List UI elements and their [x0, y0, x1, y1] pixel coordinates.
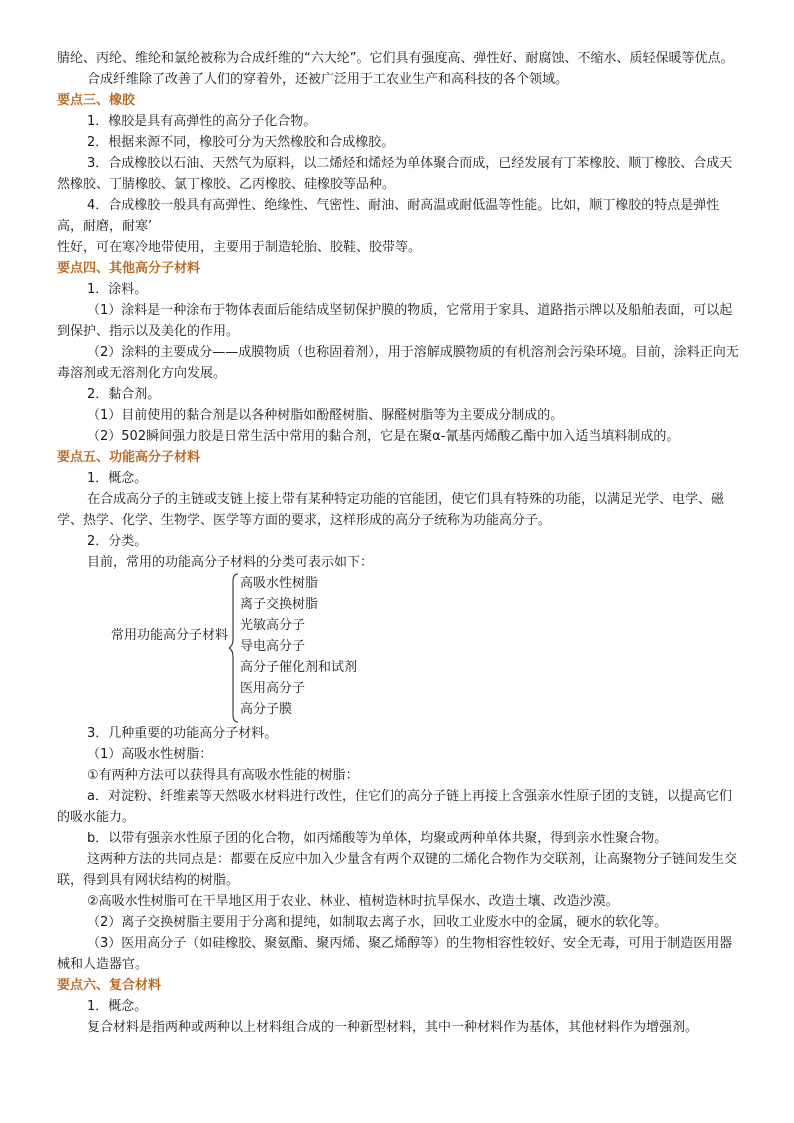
body-paragraph: b．以带有强亲水性原子团的化合物，如丙烯酸等为单体，均聚或两种单体共聚，得到亲水性聚合物。	[87, 831, 668, 846]
body-paragraph: 3．合成橡胶以石油、天然气为原料，以二烯烃和烯烃为单体聚合而成，已经发展有丁苯橡胶、顺丁橡胶、合成天然橡胶、丁腈橡胶、氯丁橡胶、乙丙橡胶、硅橡胶等品种。	[57, 156, 733, 192]
body-paragraph: 复合材料是指两种或两种以上材料组合成的一种新型材料，其中一种材料作为基体，其他材料作为增强剂。	[87, 1020, 699, 1035]
section-heading: 要点三、橡胶	[57, 93, 136, 108]
tree-leaf-item: 离子交换树脂	[240, 597, 319, 612]
tree-leaf-item: 高分子膜	[240, 702, 293, 717]
body-paragraph: 目前，常用的功能高分子材料的分类可表示如下：	[87, 555, 374, 570]
body-paragraph: 1．概念。	[87, 471, 148, 486]
section-heading: 要点六、复合材料	[57, 978, 162, 993]
body-paragraph: a．对淀粉、纤维素等天然吸水材料进行改性，住它们的高分子链上再接上含强亲水性原子团的支链，以提高它们的吸水能力。	[57, 789, 732, 825]
body-paragraph: 这两种方法的共同点是：都要在反应中加入少量含有两个双键的二烯化合物作为交联剂，让高聚物分子链间发生交联，得到具有网状结构的树脂。	[57, 852, 738, 888]
body-paragraph: （2）涂料的主要成分——成膜物质（也称固着剂），用于溶解成膜物质的有机溶剂会污染环境。目前，涂料正向无毒溶剂或无溶剂化方向发展。	[57, 345, 739, 381]
body-paragraph: 1．涂料。	[87, 282, 148, 297]
section-heading: 要点四、其他高分子材料	[57, 261, 201, 276]
body-paragraph: ①有两种方法可以获得具有高吸水性能的树脂：	[87, 768, 359, 783]
body-paragraph: 性好，可在寒冷地带使用，主要用于制造轮胎、胶鞋、胶带等。	[57, 240, 422, 255]
curly-brace-icon	[229, 573, 239, 723]
tree-leaf-item: 导电高分子	[240, 639, 306, 654]
tree-leaves	[240, 573, 357, 720]
body-paragraph: 1．概念。	[87, 999, 148, 1014]
body-paragraph: 3．几种重要的功能高分子材料。	[87, 726, 278, 741]
body-paragraph: （3）医用高分子（如硅橡胶、聚氨酯、聚丙烯、聚乙烯醇等）的生物相容性较好、安全无毒，可用于制造医用器械和人造器官。	[57, 936, 733, 972]
body-paragraph: （2）离子交换树脂主要用于分离和提纯，如制取去离子水，回收工业废水中的金属，硬水的软化等。	[87, 915, 668, 930]
body-paragraph: （1）目前使用的黏合剂是以各种树脂如酚醛树脂、脲醛树脂等为主要成分制成的。	[87, 408, 564, 423]
body-paragraph: 腈纶、丙纶、维纶和氯纶被称为合成纤维的“六大纶”。它们具有强度高、弹性好、耐腐蚀、不缩水、质轻保暖等优点。	[57, 51, 734, 66]
body-paragraph: ②高吸水性树脂可在干旱地区用于农业、林业、植树造林时抗旱保水、改造土壤、改造沙漠。	[87, 894, 619, 909]
section-heading: 要点五、功能高分子材料	[57, 450, 201, 465]
body-paragraph: 2．黏合剂。	[87, 387, 161, 402]
body-paragraph: 1．橡胶是具有高弹性的高分子化合物。	[87, 114, 317, 129]
tree-leaf-item: 高吸水性树脂	[240, 576, 319, 591]
tree-leaf-item: 光敏高分子	[240, 618, 306, 633]
document-page	[57, 48, 741, 1038]
body-paragraph: 合成纤维除了改善了人们的穿着外，还被广泛用于工农业生产和高科技的各个领域。	[87, 72, 569, 87]
tree-leaf-item: 医用高分子	[240, 681, 306, 696]
tree-leaf-item: 高分子催化剂和试剂	[240, 660, 358, 675]
body-paragraph: （1）高吸水性树脂：	[87, 747, 213, 762]
body-paragraph: 4．合成橡胶一般具有高弹性、绝缘性、气密性、耐油、耐高温或耐低温等性能。比如，顺丁橡胶的特点是弹性高，耐磨，耐寒’	[57, 198, 720, 234]
body-paragraph: 2．分类。	[87, 534, 148, 549]
body-paragraph: （2）502瞬间强力胶是日常生活中常用的黏合剂，它是在聚α-氰基丙烯酸乙酯中加入适当填料制成的。	[87, 429, 680, 444]
tree-root-label: 常用功能高分子材料	[110, 628, 228, 643]
body-paragraph: 在合成高分子的主链或支链上接上带有某种特定功能的官能团，使它们具有特殊的功能，以满足光学、电学、磁学、热学、化学、生物学、医学等方面的要求，这样形成的高分子统称为功能高分子。	[57, 492, 725, 528]
body-paragraph: （1）涂料是一种涂布于物体表面后能结成坚韧保护膜的物质，它常用于家具、道路指示牌以及船舶表面，可以起到保护、指示以及美化的作用。	[57, 303, 733, 339]
classification-tree	[57, 573, 741, 723]
body-paragraph: 2．根据来源不同，橡胶可分为天然橡胶和合成橡胶。	[87, 135, 395, 150]
